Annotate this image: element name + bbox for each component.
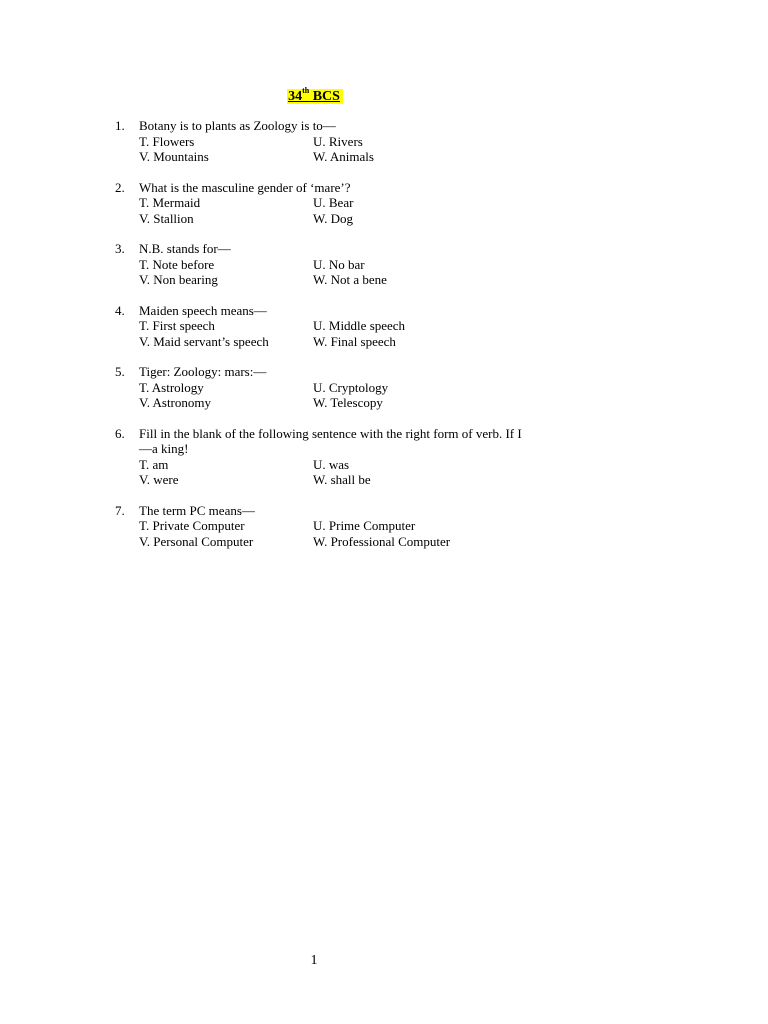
answer-option: U. Middle speech (313, 318, 406, 333)
answer-option: W. Professional Computer (313, 533, 451, 549)
title-superscript: th (302, 86, 310, 95)
option-row (0, 534, 768, 550)
answer-option: V. Maid servant’s speech (139, 333, 269, 349)
answer-option: W. shall be (313, 472, 371, 487)
answer-option: T. Flowers (139, 133, 195, 149)
question-item (0, 241, 768, 288)
question-item (0, 118, 768, 165)
answer-option: T. First speech (139, 318, 215, 333)
question-number: 4. (115, 302, 125, 318)
answer-option: W. Not a bene (313, 272, 387, 287)
page-number: 1 (310, 953, 318, 968)
question-text: Fill in the blank of the following sentence with the right form of verb. If I—a king! (139, 425, 522, 456)
answer-option: W. Final speech (313, 333, 396, 349)
answer-option: U. Prime Computer (313, 518, 416, 533)
question-item (0, 503, 768, 550)
title-number: 34 (288, 88, 303, 104)
answer-option: T. Note before (139, 256, 215, 272)
answer-option: U. was (313, 456, 350, 472)
option-row (0, 395, 768, 411)
question-list (0, 118, 768, 564)
question-item (0, 180, 768, 227)
option-row (0, 318, 768, 334)
option-row (0, 149, 768, 165)
question-number: 3. (115, 241, 125, 256)
question-text: The term PC means— (139, 502, 255, 518)
question-item (0, 364, 768, 411)
answer-option: V. Astronomy (139, 395, 211, 410)
option-row (0, 380, 768, 396)
option-row (0, 257, 768, 273)
answer-option: U. Bear (313, 195, 354, 210)
answer-option: T. Astrology (139, 379, 204, 395)
answer-option: V. Stallion (139, 210, 194, 226)
answer-option: T. am (139, 456, 169, 472)
option-row (0, 211, 768, 227)
answer-option: W. Animals (313, 149, 374, 164)
question-text: What is the masculine gender of ‘mare’? (139, 179, 351, 195)
question-number: 1. (115, 118, 125, 133)
question-text: Botany is to plants as Zoology is to— (139, 118, 336, 133)
option-row (0, 472, 768, 488)
question-number: 6. (115, 425, 125, 441)
title-highlight (287, 86, 343, 104)
question-text: Tiger: Zoology: mars:— (139, 364, 267, 379)
question-item (0, 303, 768, 350)
option-row (0, 195, 768, 211)
title-text: BCS (309, 88, 340, 104)
question-number: 2. (115, 179, 125, 195)
answer-option: W. Dog (313, 210, 353, 226)
answer-option: V. Personal Computer (139, 533, 254, 549)
answer-option: V. Mountains (139, 149, 209, 164)
answer-option: T. Private Computer (139, 518, 245, 533)
option-row (0, 457, 768, 473)
option-row (0, 272, 768, 288)
option-row (0, 334, 768, 350)
question-number: 5. (115, 364, 125, 379)
answer-option: W. Telescopy (313, 395, 383, 410)
answer-option: V. Non bearing (139, 272, 218, 287)
question-text: Maiden speech means— (139, 302, 267, 318)
question-item (0, 426, 768, 488)
question-text: N.B. stands for— (139, 241, 231, 256)
option-row (0, 518, 768, 534)
page-title (0, 87, 630, 105)
answer-option: T. Mermaid (139, 195, 201, 210)
question-number: 7. (115, 502, 125, 518)
option-row (0, 134, 768, 150)
answer-option: U. Cryptology (313, 379, 389, 395)
answer-option: V. were (139, 472, 179, 487)
answer-option: U. No bar (313, 256, 365, 272)
answer-option: U. Rivers (313, 133, 363, 149)
